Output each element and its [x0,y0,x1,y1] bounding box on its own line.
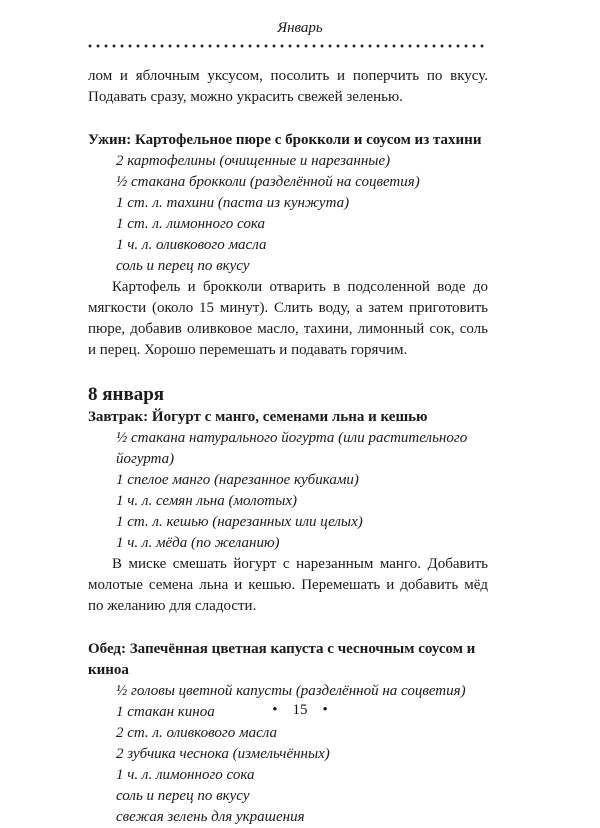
ingredient-item: 2 ст. л. оливкового масла [116,725,277,741]
ingredient-item: 2 картофелины (очищенные и нарезанные) [116,153,391,169]
lunch-heading: Обед: Запечённая цветная капуста с чесночным соусом и киноа [88,641,476,678]
ingredient-item: 1 спелое манго (нарезанное кубиками) [116,472,359,488]
ingredient-item: 1 ч. л. мёда (по желанию) [116,535,280,551]
page-number: 15 [292,702,308,718]
breakfast-heading: Завтрак: Йогурт с манго, семенами льна и кешью [88,409,428,425]
day-heading: 8 января [88,384,165,405]
breakfast-ingredients [88,428,488,554]
dotted-divider [86,42,486,50]
ingredient-item: 1 ст. л. тахини (паста из кунжута) [116,195,350,211]
ingredient-item: 1 ст. л. лимонного сока [116,216,265,232]
dinner-instructions: Картофель и брокколи отварить в подсоленной воде до мягкости (около 15 минут). Слить воду, а затем приготовить пюре, добавив оливковое масло, тахини, лимонный сок, соль и перец. Хорошо перемешать и подавать горячим. [88,279,488,358]
intro-paragraph: лом и яблочным уксусом, посолить и поперчить по вкусу. Подавать сразу, можно украсить свежей зеленью. [88,68,488,105]
ingredient-item: ½ головы цветной капусты (разделённой на соцветия) [116,683,466,699]
ingredient-item: ½ стакана брокколи (разделённой на соцветия) [116,174,420,190]
ingredient-item: соль и перец по вкусу [116,788,250,804]
running-header: Январь [277,20,323,36]
ingredient-item: соль и перец по вкусу [116,258,250,274]
page-footer [0,702,600,719]
footer-bullet-right: • [322,702,328,718]
ingredient-item: свежая зелень для украшения [116,809,305,825]
ingredient-item: ½ стакана натурального йогурта (или растительного йогурта) [116,430,468,467]
ingredient-item: 1 стакан киноа [116,704,215,720]
ingredient-item: 1 ч. л. оливкового масла [116,237,267,253]
ingredient-item: 1 ч. л. семян льна (молотых) [116,493,298,509]
breakfast-instructions: В миске смешать йогурт с нарезанным манго. Добавить молотые семена льна и кешью. Перемешать и добавить мёд по желанию для сладости. [88,556,488,614]
dinner-heading: Ужин: Картофельное пюре с брокколи и соусом из тахини [88,132,482,148]
ingredient-item: 2 зубчика чеснока (измельчённых) [116,746,330,762]
footer-bullet-left: • [272,702,278,718]
dinner-ingredients [88,151,488,277]
ingredient-item: 1 ст. л. кешью (нарезанных или целых) [116,514,363,530]
ingredient-item: 1 ч. л. лимонного сока [116,767,255,783]
